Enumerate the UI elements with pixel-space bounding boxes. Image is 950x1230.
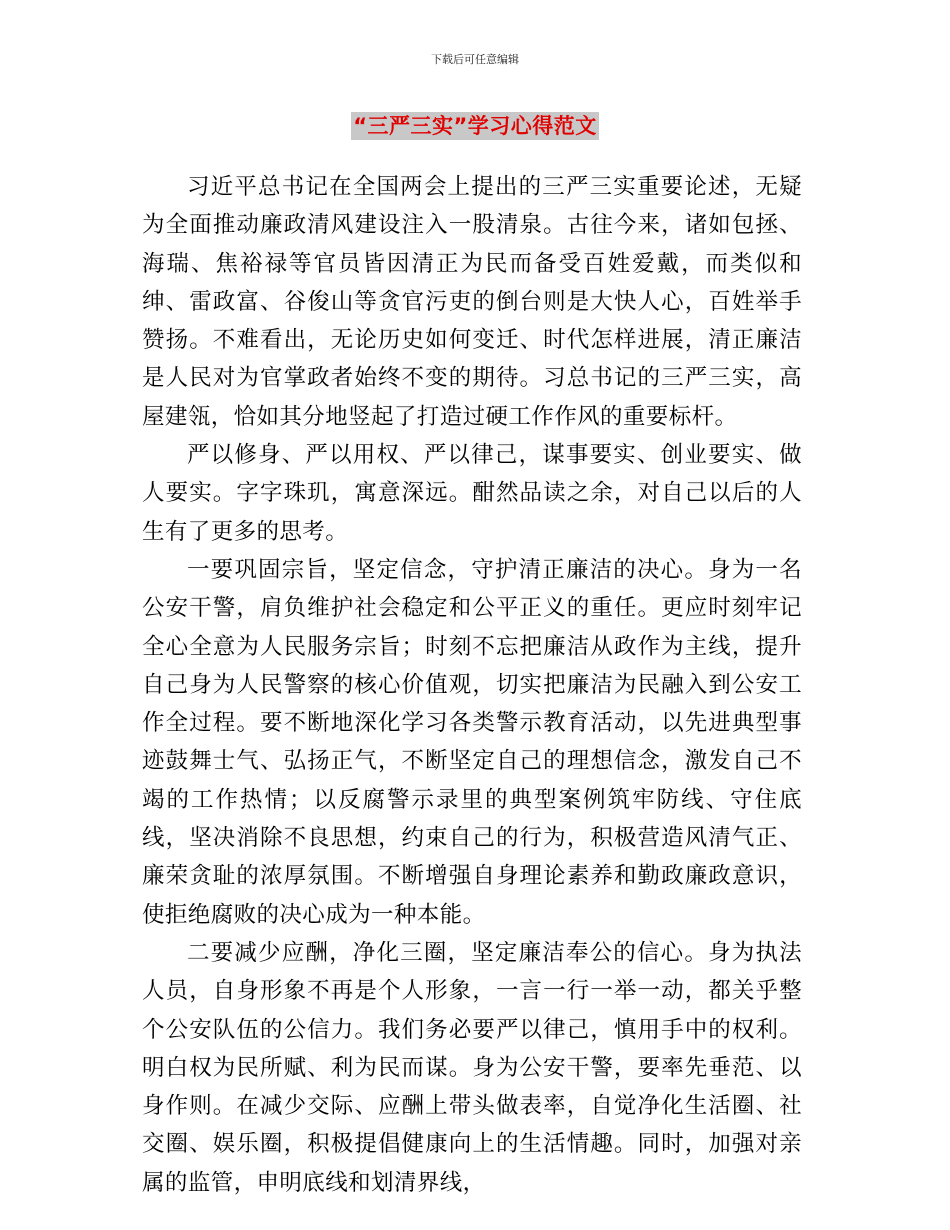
document-title: “三严三实”学习心得范文 [353, 114, 597, 138]
header-note: 下载后可任意编辑 [431, 53, 519, 66]
paragraph-1: 习近平总书记在全国两会上提出的三严三实重要论述，无疑为全面推动廉政清风建设注入一股清泉。古往今来，诸如包拯、海瑞、焦裕禄等官员皆因清正为民而备受百姓爱戴，而类似和绅、雷政富、谷俊山等贪官污吏的倒台则是大快人心，百姓举手赞扬。不难看出，无论历史如何变迁、时代怎样进展，清正廉洁是人民对为官掌政者始终不变的期待。习总书记的三严三实，高屋建瓴，恰如其分地竖起了打造过硬工作作风的重要标杆。 [142, 174, 802, 430]
paragraph-4: 二要减少应酬，净化三圈，坚定廉洁奉公的信心。身为执法人员，自身形象不再是个人形象，一言一行一举一动，都关乎整个公安队伍的公信力。我们务必要严以律己，慎用手中的权利。明白权为民所赋、利为民而谋。身为公安干警，要率先垂范、以身作则。在减少交际、应酬上带头做表率，自觉净化生活圈、社交圈、娱乐圈，积极提倡健康向上的生活情趣。同时，加强对亲属的监管，申明底线和划清界线， [142, 939, 802, 1196]
paragraph-2: 严以修身、严以用权、严以律己，谋事要实、创业要实、做人要实。字字珠玑，寓意深远。酣然品读之余，对自己以后的人生有了更多的思考。 [142, 442, 802, 545]
title-container [0, 112, 950, 140]
document-body [142, 168, 802, 1202]
paragraph-3: 一要巩固宗旨，坚定信念，守护清正廉洁的决心。身为一名公安干警，肩负维护社会稳定和公平正义的重任。更应时刻牢记全心全意为人民服务宗旨；时刻不忘把廉洁从政作为主线，提升自己身为人民警察的核心价值观，切实把廉洁为民融入到公安工作全过程。要不断地深化学习各类警示教育活动，以先进典型事迹鼓舞士气、弘扬正气，不断坚定自己的理想信念，激发自己不竭的工作热情；以反腐警示录里的典型案例筑牢防线、守住底线，坚决消除不良思想，约束自己的行为，积极营造风清气正、廉荣贪耻的浓厚氛围。不断增强自身理论素养和勤政廉政意识，使拒绝腐败的决心成为一种本能。 [142, 556, 802, 928]
